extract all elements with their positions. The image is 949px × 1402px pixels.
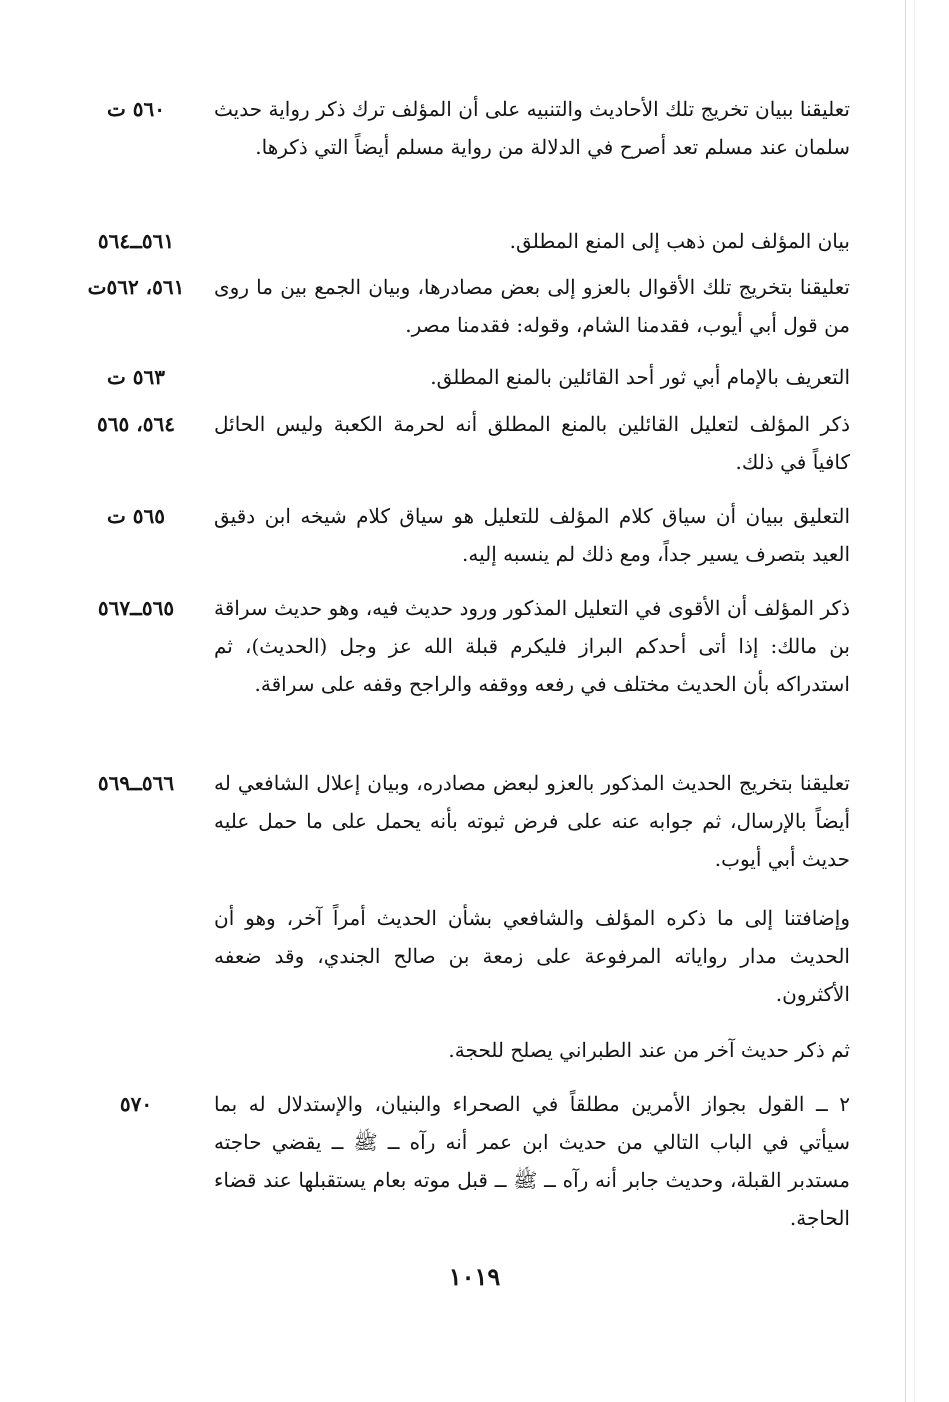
entry-page-ref: ٥٦٥ ت — [106, 504, 166, 528]
entry-page-ref: ٥٦١، ٥٦٢ت — [87, 275, 185, 299]
entry-page-ref: ٥٦٤، ٥٦٥ — [97, 412, 175, 436]
page-edge-line — [905, 0, 906, 1402]
page-edge-line-secondary — [914, 0, 915, 1402]
entry-page-ref: ٥٦٦ــ٥٦٩ — [97, 771, 175, 795]
entry-text: التعريف بالإمام أبي ثور أحد القائلين بالمنع المطلق. — [430, 365, 850, 389]
entry-page-ref: ٥٦٠ ت — [106, 97, 166, 121]
entry-text: وإضافتنا إلى ما ذكره المؤلف والشافعي بشأن الحديث أمراً آخر، وهو أن الحديث مدار رواياته المرفوعة على زمعة بن صالح الجندي، وقد ضعفه الأكثرون. — [214, 906, 850, 1006]
entry-page-ref: ٥٧٠ — [119, 1092, 153, 1116]
entry-page-ref: ٥٦١ــ٥٦٤ — [97, 229, 175, 253]
entry-text: ٢ ــ القول بجواز الأمرين مطلقاً في الصحراء والبنيان، والإستدلال له بما سيأتي في الباب التالي من حديث ابن عمر أنه رآه ــ ﷺ ــ يقضي حاجته مستدبر القبلة، وحديث جابر أنه رآه ــ ﷺ ــ قبل موته بعام يستقبلها عند قضاء الحاجة. — [214, 1092, 850, 1230]
entry-text: تعليقنا بتخريج تلك الأقوال بالعزو إلى بعض مصادرها، وبيان الجمع بين ما روى من قول أبي أيوب، فقدمنا الشام، وقوله: فقدمنا مصر. — [214, 275, 850, 337]
entry-text: التعليق ببيان أن سياق كلام المؤلف للتعليل هو سياق كلام شيخه ابن دقيق العيد بتصرف يسير جداً، ومع ذلك لم ينسبه إليه. — [214, 504, 850, 566]
entry-text: تعليقنا بتخريج الحديث المذكور بالعزو لبعض مصادره، وبيان إعلال الشافعي له أيضاً بالإرسال، ثم جوابه عنه على فرض ثبوته بأنه يحمل على ما حمل عليه حديث أبي أيوب. — [214, 771, 850, 871]
entry-text: ثم ذكر حديث آخر من عند الطبراني يصلح للحجة. — [448, 1038, 850, 1062]
entry-text: تعليقنا ببيان تخريج تلك الأحاديث والتنبيه على أن المؤلف ترك ذكر رواية حديث سلمان عند مسلم تعد أصرح في الدلالة من رواية مسلم أيضاً التي ذكرها. — [214, 97, 850, 159]
entry-page-ref: ٥٦٣ ت — [106, 365, 166, 389]
entry-text: ذكر المؤلف لتعليل القائلين بالمنع المطلق أنه لحرمة الكعبة وليس الحائل كافياً في ذلك. — [214, 412, 850, 474]
page-number: ١٠١٩ — [448, 1262, 501, 1291]
entry-text: ذكر المؤلف أن الأقوى في التعليل المذكور ورود حديث فيه، وهو حديث سراقة بن مالك: إذا أتى أحدكم البراز فليكرم قبلة الله عز وجل (الحديث)، ثم استدراكه بأن الحديث مختلف في رفعه ووقفه والراجح وقفه على سراقة. — [214, 596, 850, 696]
entry-text: بيان المؤلف لمن ذهب إلى المنع المطلق. — [509, 229, 850, 253]
entry-page-ref: ٥٦٥ــ٥٦٧ — [97, 596, 175, 620]
